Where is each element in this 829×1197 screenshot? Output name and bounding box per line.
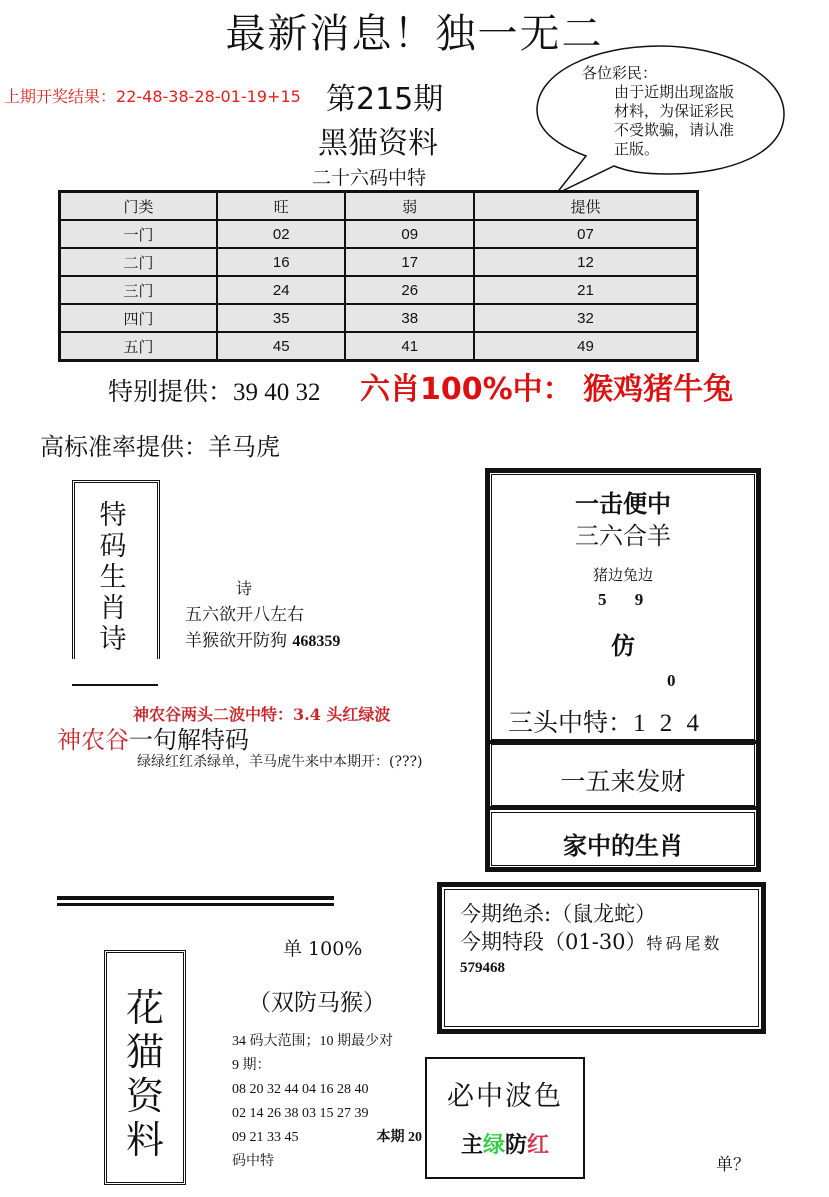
range-line: 码中特: [232, 1154, 274, 1169]
notice-text: [582, 64, 742, 159]
flower-cat-char: 花: [125, 986, 164, 1030]
table-cell: 24: [217, 276, 345, 304]
poem-box-char: 诗: [99, 624, 127, 655]
wave-main: 主: [460, 1133, 483, 1158]
table-header: 弱: [345, 192, 473, 221]
special-offer: [108, 372, 321, 408]
high-rate-offer: 高标准率提供：羊马虎: [40, 433, 280, 461]
wave-red: 红: [527, 1133, 550, 1158]
range-line-start: 09 21 33 45: [232, 1130, 299, 1145]
publication-title: 黑猫资料: [318, 126, 438, 161]
wave-title: 必中波色: [447, 1081, 563, 1112]
notice-greeting: 各位彩民：: [582, 64, 658, 82]
poem-box-char: 特: [99, 500, 127, 531]
range-line: [232, 1126, 422, 1150]
special-label: 特别提供：: [108, 377, 234, 406]
range-line: 9 期：: [232, 1058, 271, 1073]
range-line: 02 14 26 38 03 15 27 39: [232, 1106, 369, 1121]
poem-box-char: 生: [99, 562, 127, 593]
hit-fang: 仿: [611, 631, 635, 660]
table-cell: 五门: [60, 332, 218, 361]
last-result-label: 上期开奖结果：: [4, 87, 117, 106]
hit-subtitle: 三六合羊: [575, 522, 671, 550]
flower-cat-char: 资: [125, 1074, 164, 1118]
table-cell: 三门: [60, 276, 218, 304]
shennonggu-title-red: 神农谷: [57, 726, 129, 754]
shennonggu-title-black: 一句解特码: [129, 726, 249, 754]
wave-green: 绿: [482, 1133, 505, 1158]
double-divider: [57, 896, 334, 906]
hit-zero: 0: [667, 671, 676, 690]
poem-title: 诗: [236, 579, 253, 598]
notice-body: 由于近期出现盗版材料，为保证彩民不受欺骗，请认准正版。: [614, 83, 735, 158]
shennonggu-title: [57, 720, 249, 755]
divider: [489, 806, 757, 810]
range-line-tail: 本期 20: [376, 1130, 422, 1145]
fortune-text: 一五来发财: [560, 767, 686, 796]
table-row: [60, 276, 698, 304]
poem-line-2: [185, 626, 340, 651]
wave-guard: 防: [505, 1133, 528, 1158]
kill-line-2: [460, 926, 723, 956]
main-title: 最新消息！独一无二: [225, 11, 604, 57]
shennonggu-desc: 绿绿红红杀绿单，羊马虎牛来中本期开：(???): [137, 754, 423, 770]
table-row: [60, 304, 698, 332]
poem-line-1: 五六欲开八左右: [185, 605, 304, 625]
code-table: [58, 190, 699, 362]
last-result-value: 22-48-38-28-01-19+15: [116, 87, 301, 106]
table-cell: 四门: [60, 304, 218, 332]
table-header: 旺: [217, 192, 345, 221]
shennonggu-red-line: 神农谷两头二波中特：3.4 头红绿波: [133, 705, 391, 724]
six-zodiac: 六肖100%中： 猴鸡猪牛兔: [360, 372, 734, 407]
table-cell: 16: [217, 248, 345, 276]
flower-cat-char: 料: [125, 1118, 164, 1162]
poem-box-char: 肖: [99, 593, 127, 624]
range-line: 08 20 32 44 04 16 28 40: [232, 1082, 369, 1097]
table-cell: 17: [345, 248, 473, 276]
special-numbers: 39 40 32: [233, 379, 321, 406]
range-lines: [232, 1030, 422, 1174]
table-cell: 35: [217, 304, 345, 332]
table-cell: 45: [217, 332, 345, 361]
range-line: 34 码大范围；10 期最少对: [232, 1034, 393, 1049]
poem-box-char: 码: [99, 531, 127, 562]
table-row: [60, 248, 698, 276]
table-cell: 49: [474, 332, 698, 361]
table-cell: 07: [474, 220, 698, 248]
table-cell: 02: [217, 220, 345, 248]
table-row: [60, 220, 698, 248]
hit-numbers: 5 9: [598, 590, 644, 609]
table-header: 门类: [60, 192, 218, 221]
table-cell: 32: [474, 304, 698, 332]
poem-box-title: [72, 500, 154, 655]
kill-line-3: 579468: [460, 960, 505, 976]
table-cell: 41: [345, 332, 473, 361]
divider: [72, 684, 158, 686]
kill-line-2-small: 特码尾数: [646, 934, 723, 953]
table-cell: 26: [345, 276, 473, 304]
table-header-row: [60, 192, 698, 221]
hit-title: 一击便中: [575, 489, 671, 518]
single-100: 单 100%: [283, 938, 363, 960]
three-heads-value: 1 2 4: [633, 710, 704, 737]
flower-cat-char: 猫: [125, 1030, 164, 1074]
table-cell: 二门: [60, 248, 218, 276]
kill-line-2-main: 今期特段（01-30）: [460, 930, 647, 954]
double-guard: （双防马猴）: [248, 990, 386, 1016]
issue-number: 第215期: [326, 82, 444, 117]
hit-side: 猪边兔边: [592, 566, 653, 584]
table-cell: 38: [345, 304, 473, 332]
table-cell: 一门: [60, 220, 218, 248]
wave-sub: [425, 1128, 585, 1159]
poem-line-2-text: 羊猴欲开防狗: [185, 631, 293, 651]
table-header: 提供: [474, 192, 698, 221]
kill-line-1: 今期绝杀:（鼠龙蛇）: [460, 902, 657, 926]
flower-cat-title: [104, 986, 186, 1162]
table-cell: 21: [474, 276, 698, 304]
table-row: [60, 332, 698, 361]
table-cell: 12: [474, 248, 698, 276]
single-question: 单？: [716, 1155, 750, 1175]
table-cell: 09: [345, 220, 473, 248]
last-result: [4, 84, 301, 107]
poem-line-2-number: 468359: [292, 633, 341, 650]
table-subtitle: 二十六码中特: [312, 167, 427, 189]
three-heads: [508, 703, 703, 739]
home-zodiac-text: 家中的生肖: [563, 831, 683, 860]
three-heads-label: 三头中特：: [508, 708, 634, 737]
